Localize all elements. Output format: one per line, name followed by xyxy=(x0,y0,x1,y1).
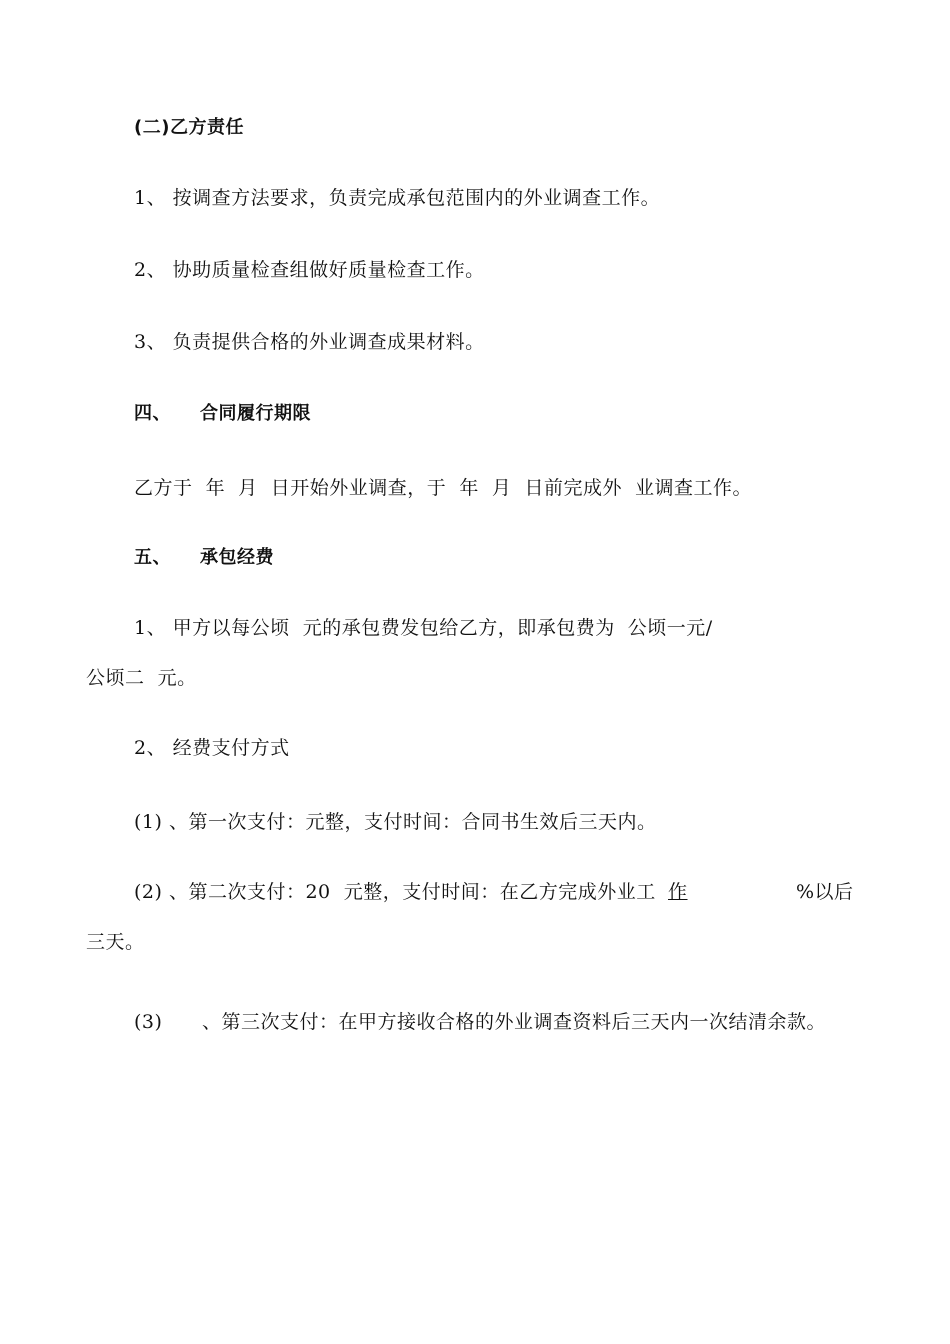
section-4-title: 合同履行期限 xyxy=(200,403,311,424)
fee-item-1-line-2: 公顷二 元。 xyxy=(86,667,197,689)
fee-item-1-line-1: 1、 甲方以每公顷 元的承包费发包给乙方，即承包费为 公顷一元/ xyxy=(134,617,713,639)
payment-2-percent-tail: %以后 xyxy=(796,881,854,903)
section-4-number: 四、 xyxy=(134,403,171,424)
term-paragraph: 乙方于 年 月 日开始外业调查，于 年 月 日前完成外 业调查工作。 xyxy=(134,477,753,499)
payment-2-underlined-char: 作 xyxy=(668,881,688,903)
payment-2-main: (2) 、第二次支付：20 元整，支付时间：在乙方完成外业工 xyxy=(134,881,656,903)
duty-item-2: 2、 协助质量检查组做好质量检查工作。 xyxy=(134,259,485,281)
section-5-number: 五、 xyxy=(134,547,171,568)
duty-item-3: 3、 负责提供合格的外业调查成果材料。 xyxy=(134,331,485,353)
payment-2-line-2: 三天。 xyxy=(86,931,145,953)
payment-1: (1) 、第一次支付：元整，支付时间：合同书生效后三天内。 xyxy=(134,811,657,833)
fee-item-2: 2、 经费支付方式 xyxy=(134,737,290,759)
duty-item-1: 1、 按调查方法要求，负责完成承包范围内的外业调查工作。 xyxy=(134,187,661,209)
payment-3-number: (3) xyxy=(134,1011,163,1033)
party-b-heading: (二)乙方责任 xyxy=(134,117,244,138)
section-5-title: 承包经费 xyxy=(200,547,274,568)
payment-3-text: 、第三次支付：在甲方接收合格的外业调查资料后三天内一次结清余款。 xyxy=(202,1011,827,1033)
